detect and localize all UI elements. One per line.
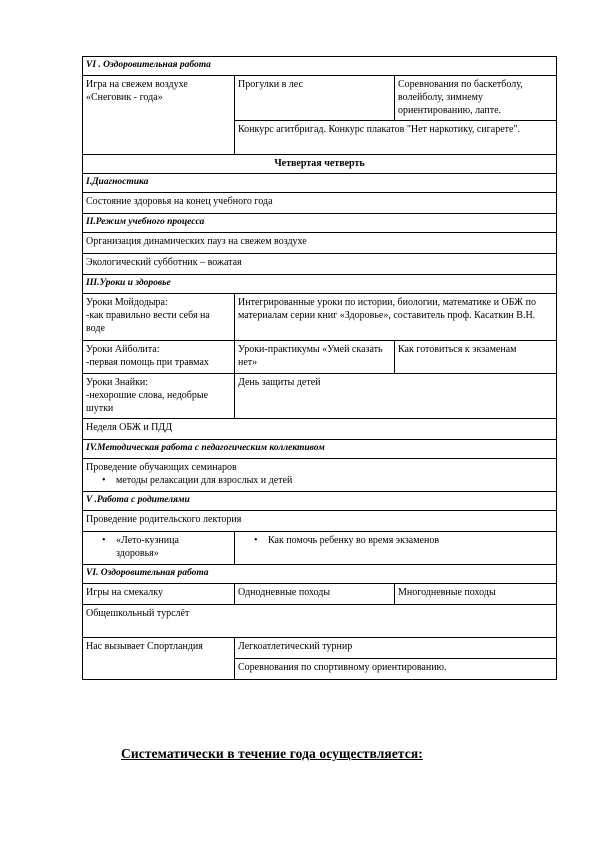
dynamic-pauses-cell: Организация динамических пауз на свежем воздухе — [83, 233, 557, 254]
summer-health-line-1: • «Лето-кузница — [116, 535, 179, 546]
list-item: • методы релаксации для взрослых и детей — [86, 474, 553, 487]
section-lessons-heading: III.Уроки и здоровье — [83, 275, 557, 294]
moidodyr-title: Уроки Мойдодыра: — [86, 297, 168, 308]
workshops-cell: Уроки-практикумы «Умей сказать нет» — [235, 341, 395, 374]
section-health-work-2-row — [83, 565, 557, 584]
table-row — [83, 532, 557, 565]
table-row — [83, 584, 557, 605]
moidodyr-topic: -как правильно вести себя на воде — [86, 310, 210, 334]
moidodyr-lessons-cell — [83, 294, 235, 341]
exam-help-list — [238, 534, 553, 547]
systematic-heading: Систематически в течение года осуществляется: — [121, 746, 423, 761]
section-regime-row — [83, 214, 557, 233]
summer-health-cell — [83, 532, 235, 565]
seminars-text: Проведение обучающих семинаров — [86, 462, 237, 473]
section-regime-heading: II.Режим учебного процесса — [83, 214, 557, 233]
table-row — [83, 374, 557, 419]
table-row — [83, 511, 557, 532]
znaika-lessons-cell — [83, 374, 235, 419]
obzh-week-cell: Неделя ОБЖ и ПДД — [83, 419, 557, 440]
section-health-work-row — [83, 57, 557, 76]
sportlandia-cell: Нас вызывает Спортландия — [83, 638, 235, 680]
integrated-lessons-cell: Интегрированные уроки по истории, биологии, математике и ОБЖ по материалам серии книг «Здоровье», составитель проф. Касаткин В.Н. — [235, 294, 557, 341]
section-lessons-row — [83, 275, 557, 294]
outdoor-game-title: Игра на свежем воздухе — [86, 79, 188, 90]
athletics-cell: Легкоатлетический турнир — [235, 638, 557, 659]
znaika-topic: -нехорошие слова, недобрые шутки — [86, 390, 209, 414]
aibolit-lessons-cell — [83, 341, 235, 374]
seminars-list — [86, 474, 553, 487]
table-row — [83, 419, 557, 440]
outdoor-game-name: «Снеговик - года» — [86, 92, 163, 103]
aibolit-title: Уроки Айболита: — [86, 344, 160, 355]
section-parents-heading: V .Работа с родителями — [83, 492, 557, 511]
quarter-heading: Четвертая четверть — [83, 155, 557, 174]
table-row — [83, 605, 557, 638]
competitions-cell: Соревнования по баскетболу, волейболу, зимнему ориентированию, лапте. — [395, 76, 557, 121]
summer-health-list — [86, 534, 231, 560]
plan-page — [82, 56, 556, 680]
section-parents-row — [83, 492, 557, 511]
table-row — [83, 459, 557, 492]
tourslet-cell: Общешкольный турслёт — [83, 605, 557, 638]
table-row — [83, 76, 557, 121]
parent-lectures-cell: Проведение родительского лектория — [83, 511, 557, 532]
one-day-hikes-cell: Однодневные походы — [235, 584, 395, 605]
table-row — [83, 193, 557, 214]
eco-subbotnik-cell: Экологический субботник – вожатая — [83, 254, 557, 275]
exam-help-cell — [235, 532, 557, 565]
health-plan-table — [82, 56, 557, 680]
section-methodical-row — [83, 440, 557, 459]
section-diagnostics-row — [83, 174, 557, 193]
quarter-row — [83, 155, 557, 174]
list-item: • Как помочь ребенку во время экзаменов — [238, 534, 553, 547]
seminars-cell — [83, 459, 557, 492]
contests-cell: Конкурс агитбригад. Конкурс плакатов "Нет наркотику, сигарете". — [235, 121, 557, 155]
outdoor-game-cell — [83, 76, 235, 155]
section-health-work-2-heading: VI. Оздоровительная работа — [83, 565, 557, 584]
table-row — [83, 638, 557, 659]
table-row — [83, 233, 557, 254]
health-status-cell: Состояние здоровья на конец учебного года — [83, 193, 557, 214]
section-methodical-heading: IV.Методическая работа с педагогическим коллективом — [83, 440, 557, 459]
forest-walks-cell: Прогулки в лес — [235, 76, 395, 121]
table-row — [83, 341, 557, 374]
aibolit-topic: -первая помощь при травмах — [86, 357, 209, 368]
summer-health-line-2: здоровья» — [116, 548, 159, 559]
list-item — [86, 534, 231, 560]
multi-day-hikes-cell: Многодневные походы — [395, 584, 557, 605]
children-day-cell: День защиты детей — [235, 374, 557, 419]
table-row — [83, 254, 557, 275]
section-health-work-heading: VI . Оздоровительная работа — [83, 57, 557, 76]
exam-prep-cell: Как готовиться к экзаменам — [395, 341, 557, 374]
orienteering-cell: Соревнования по спортивному ориентированию. — [235, 659, 557, 680]
table-row — [83, 294, 557, 341]
section-diagnostics-heading: I.Диагностика — [83, 174, 557, 193]
wit-games-cell: Игры на смекалку — [83, 584, 235, 605]
znaika-title: Уроки Знайки: — [86, 377, 149, 388]
